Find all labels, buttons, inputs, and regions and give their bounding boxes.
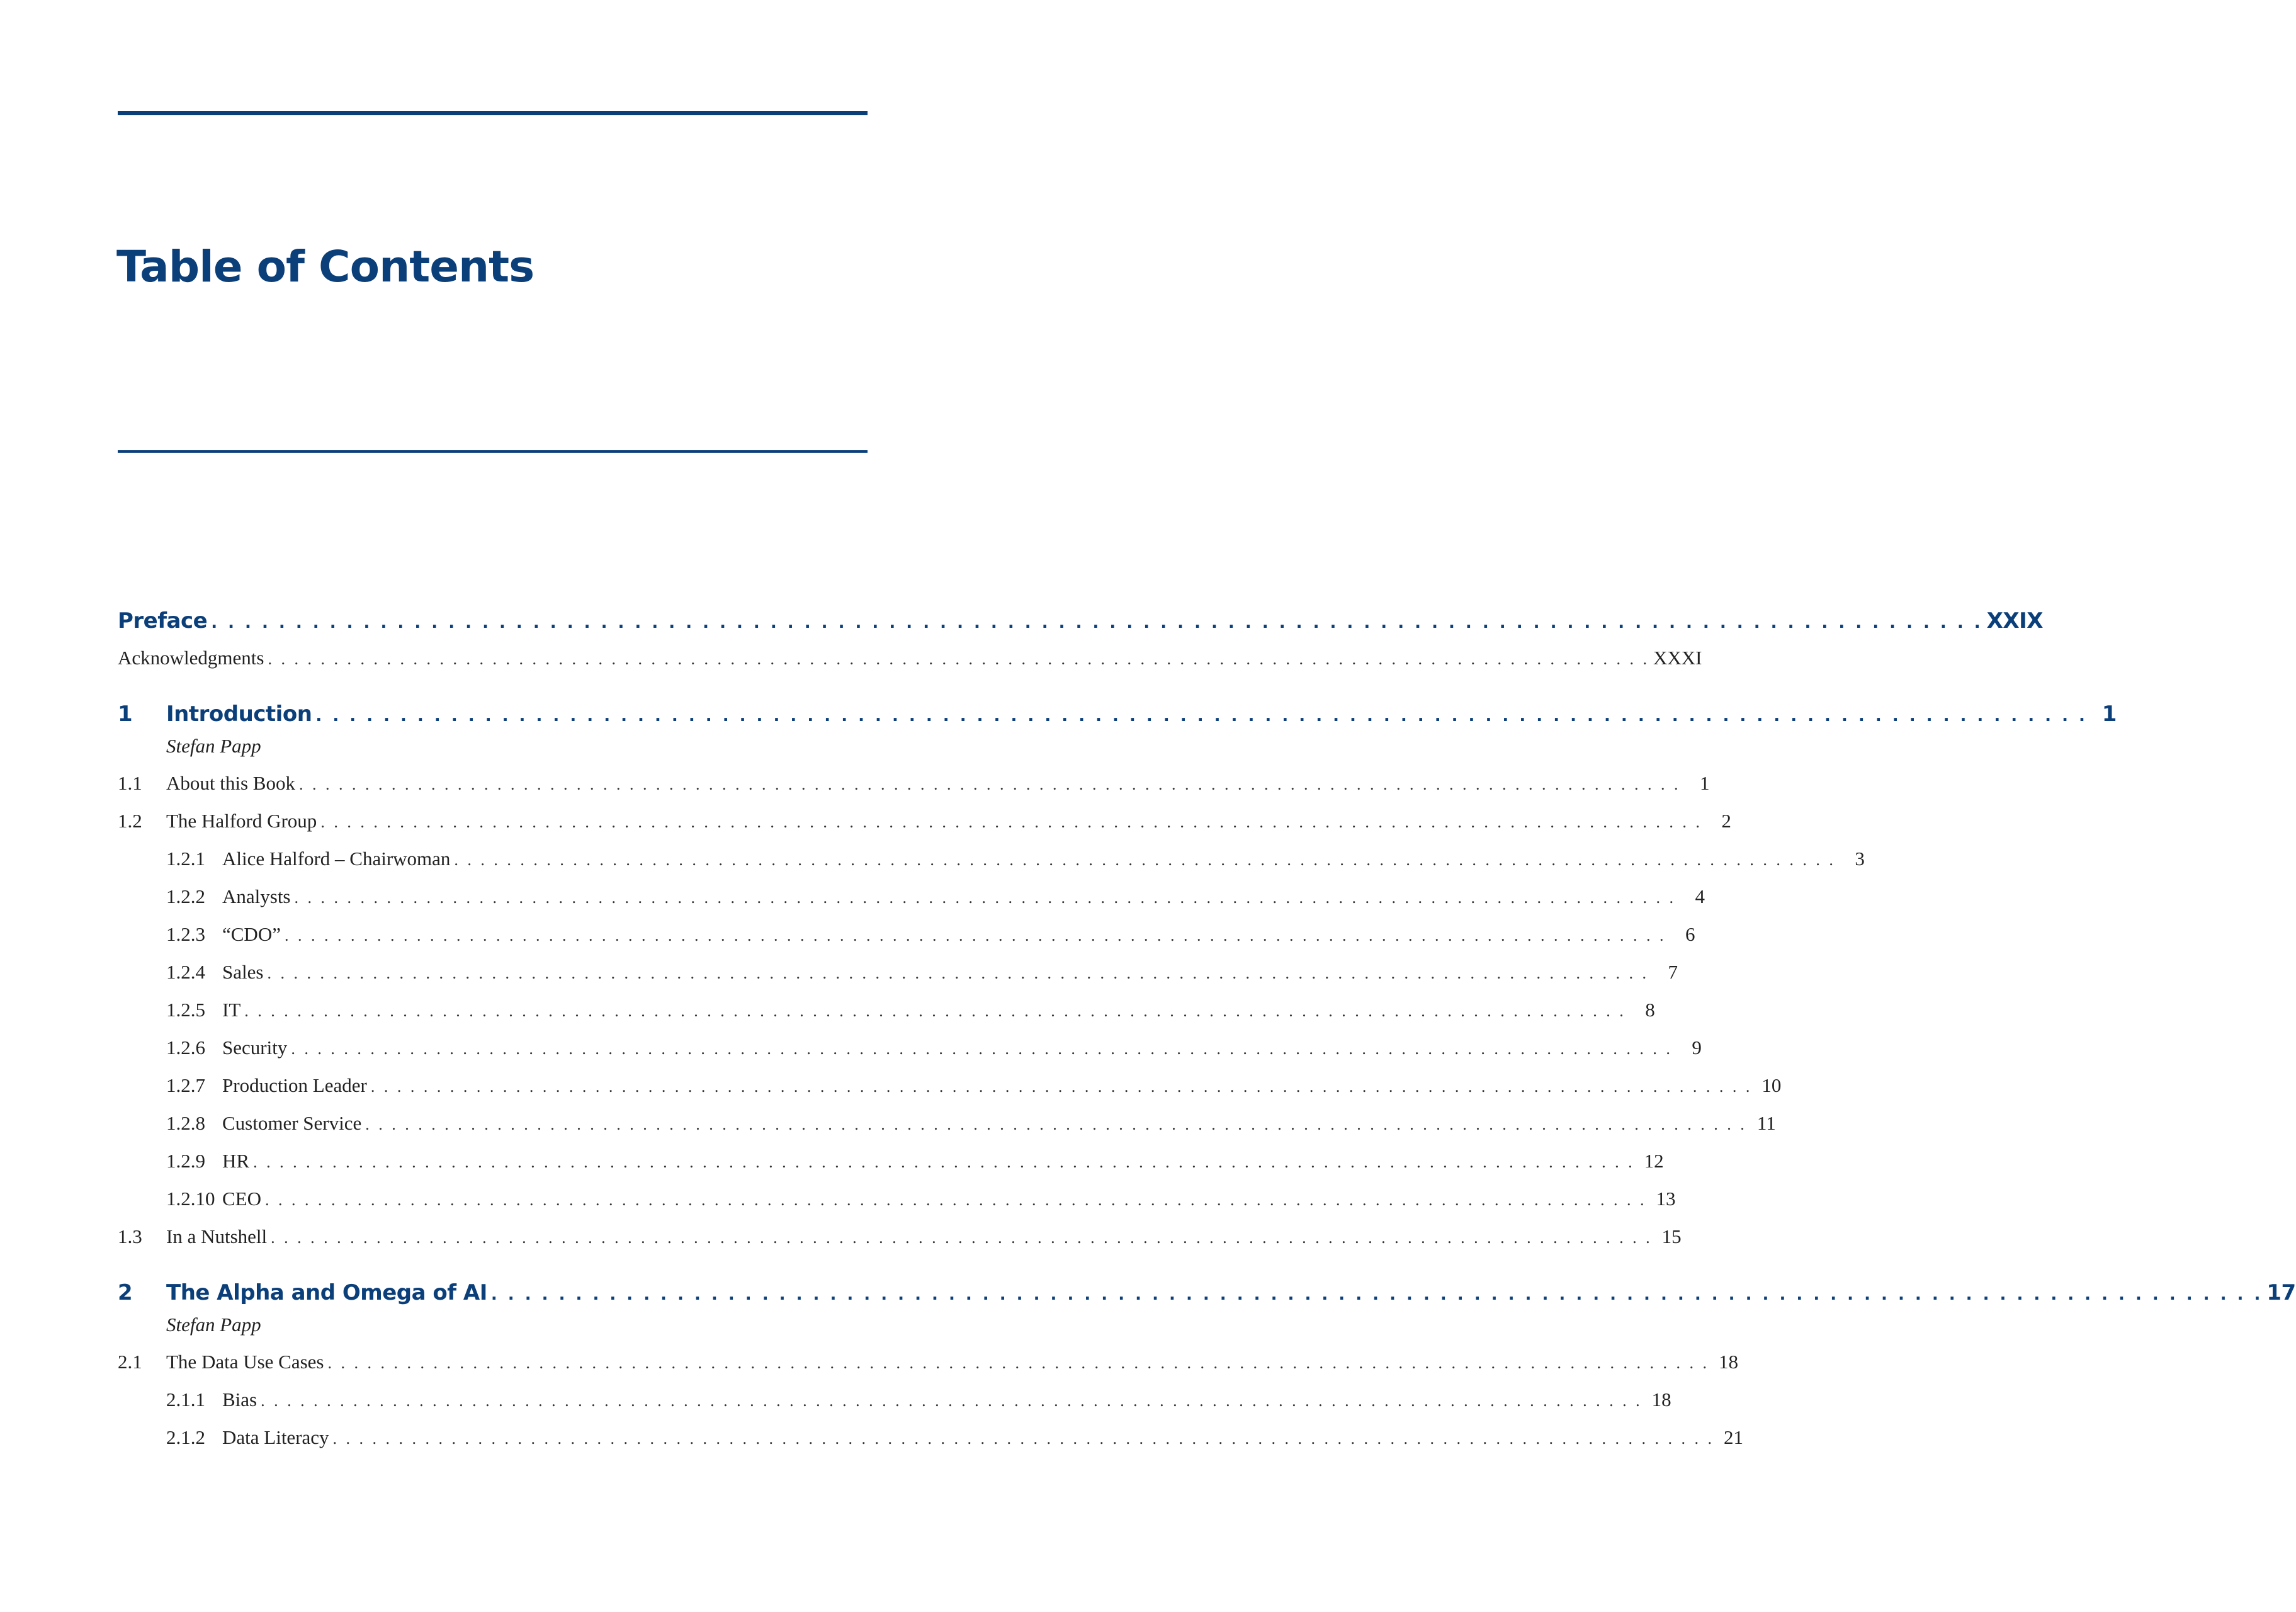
toc-subsection-1-2-1[interactable] — [166, 848, 1865, 875]
toc-subsection-1-2-5[interactable] — [166, 999, 1655, 1026]
toc-entry-label: Introduction — [166, 701, 312, 727]
dot-leader: . . . . . . . . . . . . . . . . . . . . . . . . . . . . . . . . . . . . . . . . . . . . . . . . . . . . . . . . . . . . . . . . . . . . . . . . . . . . . . . . . . . . . . . . . . . . . . . . . . . . . . . . . — [284, 926, 1666, 945]
chapter-author: Stefan Papp — [166, 1314, 261, 1336]
toc-entry-label: In a Nutshell — [166, 1225, 268, 1247]
toc-subsection-2-1-1[interactable] — [166, 1388, 1671, 1416]
toc-subsection-1-2-6[interactable] — [166, 1036, 1702, 1064]
toc-entry-label: Customer Service — [222, 1112, 362, 1134]
toc-entry-page: 8 — [1645, 999, 1655, 1021]
toc-subsection-1-2-9[interactable] — [166, 1150, 1664, 1178]
toc-entry-number: 1.2.7 — [166, 1074, 205, 1096]
toc-section-1-3[interactable] — [118, 1225, 1682, 1253]
toc-entry-number: 1.2.1 — [166, 848, 205, 870]
toc-entry-preface[interactable] — [118, 608, 2043, 636]
toc-entry-label: IT — [222, 999, 241, 1021]
toc-entry-label: Bias — [222, 1388, 257, 1410]
toc-entry-number: 1.2.8 — [166, 1112, 205, 1134]
toc-entry-label: Sales — [222, 961, 264, 983]
toc-entry-acknowledgments[interactable] — [118, 647, 1702, 674]
toc-entry-page: 18 — [1651, 1388, 1671, 1410]
toc-entry-page: 11 — [1756, 1112, 1776, 1134]
dot-leader: . . . . . . . . . . . . . . . . . . . . . . . . . . . . . . . . . . . . . . . . . . . . . . . . . . . . . . . . . . . . . . . . . . . . . . . . . . . . . . . . . . . . . . . . . . . . . . . . . . . . . . . . . — [320, 813, 1702, 831]
toc-entry-number: 1.2.2 — [166, 885, 205, 907]
toc-entry-page: 17 — [2266, 1280, 2296, 1305]
toc-entry-number: 1.2 — [118, 810, 142, 832]
toc-entry-page: XXIX — [1986, 608, 2043, 633]
dot-leader: . . . . . . . . . . . . . . . . . . . . . . . . . . . . . . . . . . . . . . . . . . . . . . . . . . . . . . . . . . . . . . . . . . . . . . . . . . . . . . . . . . . . . . . . . . . . . . . . . . . . . . . . . — [315, 707, 2088, 725]
dot-leader: . . . . . . . . . . . . . . . . . . . . . . . . . . . . . . . . . . . . . . . . . . . . . . . . . . . . . . . . . . . . . . . . . . . . . . . . . . . . . . . . . . . . . . . . . . . . . . . . . . . . . . . . . — [327, 1354, 1709, 1372]
dot-leader: . . . . . . . . . . . . . . . . . . . . . . . . . . . . . . . . . . . . . . . . . . . . . . . . . . . . . . . . . . . . . . . . . . . . . . . . . . . . . . . . . . . . . . . . . . . . . . . . . . . . . . . . . — [294, 888, 1676, 907]
toc-entry-page: 7 — [1668, 961, 1678, 983]
toc-entry-number: 1.2.3 — [166, 923, 205, 945]
toc-entry-label: The Halford Group — [166, 810, 317, 832]
dot-leader: . . . . . . . . . . . . . . . . . . . . . . . . . . . . . . . . . . . . . . . . . . . . . . . . . . . . . . . . . . . . . . . . . . . . . . . . . . . . . . . . . . . . . . . . . . . . . . . . . . . . . . . . . — [370, 1077, 1753, 1096]
dot-leader: . . . . . . . . . . . . . . . . . . . . . . . . . . . . . . . . . . . . . . . . . . . . . . . . . . . . . . . . . . . . . . . . . . . . . . . . . . . . . . . . . . . . . . . . . . . . . . . . . . . . . . . . . — [271, 1229, 1653, 1247]
dot-leader: . . . . . . . . . . . . . . . . . . . . . . . . . . . . . . . . . . . . . . . . . . . . . . . . . . . . . . . . . . . . . . . . . . . . . . . . . . . . . . . . . . . . . . . . . . . . . . . . . . . . . . . . . — [244, 1002, 1626, 1020]
toc-entry-page: 6 — [1685, 923, 1695, 945]
toc-entry-page: 4 — [1695, 885, 1705, 907]
toc-entry-label: Production Leader — [222, 1074, 367, 1096]
dot-leader: . . . . . . . . . . . . . . . . . . . . . . . . . . . . . . . . . . . . . . . . . . . . . . . . . . . . . . . . . . . . . . . . . . . . . . . . . . . . . . . . . . . . . . . . . . . . . . . . . . . . . . . . . — [268, 650, 1649, 668]
toc-entry-page: 13 — [1656, 1188, 1676, 1210]
title-rule — [118, 450, 868, 453]
dot-leader: . . . . . . . . . . . . . . . . . . . . . . . . . . . . . . . . . . . . . . . . . . . . . . . . . . . . . . . . . . . . . . . . . . . . . . . . . . . . . . . . . . . . . . . . . . . . . . . . . . . . . . . . . — [332, 1429, 1715, 1448]
toc-chapter-1[interactable] — [118, 701, 2117, 729]
toc-entry-number: 1.2.10 — [166, 1188, 215, 1210]
toc-entry-label: CEO — [222, 1188, 261, 1210]
toc-entry-label: The Alpha and Omega of AI — [166, 1280, 487, 1305]
toc-subsection-1-2-4[interactable] — [166, 961, 1678, 989]
toc-entry-label: Preface — [118, 608, 208, 633]
dot-leader: . . . . . . . . . . . . . . . . . . . . . . . . . . . . . . . . . . . . . . . . . . . . . . . . . . . . . . . . . . . . . . . . . . . . . . . . . . . . . . . . . . . . . . . . . . . . . . . . . . . . . . . . . — [267, 964, 1649, 982]
toc-section-2-1[interactable] — [118, 1351, 1738, 1378]
toc-entry-number: 2.1.2 — [166, 1426, 205, 1448]
toc-entry-page: 15 — [1661, 1225, 1682, 1247]
toc-entry-page: 3 — [1855, 848, 1865, 870]
toc-subsection-1-2-3[interactable] — [166, 923, 1695, 951]
toc-section-1-2[interactable] — [118, 810, 1731, 837]
toc-entry-page: 1 — [1699, 772, 1710, 794]
top-rule — [118, 111, 868, 115]
toc-entry-number: 2 — [118, 1280, 133, 1305]
dot-leader: . . . . . . . . . . . . . . . . . . . . . . . . . . . . . . . . . . . . . . . . . . . . . . . . . . . . . . . . . . . . . . . . . . . . . . . . . . . . . . . . . . . . . . . . . . . . . . . . . . . . . . . . . — [265, 1191, 1647, 1209]
toc-entry-page: 9 — [1692, 1036, 1702, 1059]
dot-leader: . . . . . . . . . . . . . . . . . . . . . . . . . . . . . . . . . . . . . . . . . . . . . . . . . . . . . . . . . . . . . . . . . . . . . . . . . . . . . . . . . . . . . . . . . . . . . . . . . . . . . . . . . — [253, 1153, 1635, 1171]
dot-leader: . . . . . . . . . . . . . . . . . . . . . . . . . . . . . . . . . . . . . . . . . . . . . . . . . . . . . . . . . . . . . . . . . . . . . . . . . . . . . . . . . . . . . . . . . . . . . . . . . . . . . . . . . — [211, 613, 1983, 632]
toc-entry-page: XXXI — [1653, 647, 1702, 669]
dot-leader: . . . . . . . . . . . . . . . . . . . . . . . . . . . . . . . . . . . . . . . . . . . . . . . . . . . . . . . . . . . . . . . . . . . . . . . . . . . . . . . . . . . . . . . . . . . . . . . . . . . . . . . . . — [454, 851, 1836, 869]
toc-entry-label: “CDO” — [222, 923, 281, 945]
toc-entry-number: 1.2.5 — [166, 999, 205, 1021]
toc-entry-label: About this Book — [166, 772, 295, 794]
toc-entry-number: 1 — [118, 701, 133, 727]
toc-subsection-1-2-7[interactable] — [166, 1074, 1782, 1102]
toc-entry-number: 2.1.1 — [166, 1388, 205, 1410]
toc-entry-number: 1.1 — [118, 772, 142, 794]
toc-entry-page: 1 — [2101, 701, 2117, 727]
dot-leader: . . . . . . . . . . . . . . . . . . . . . . . . . . . . . . . . . . . . . . . . . . . . . . . . . . . . . . . . . . . . . . . . . . . . . . . . . . . . . . . . . . . . . . . . . . . . . . . . . . . . . . . . . — [298, 775, 1681, 793]
dot-leader: . . . . . . . . . . . . . . . . . . . . . . . . . . . . . . . . . . . . . . . . . . . . . . . . . . . . . . . . . . . . . . . . . . . . . . . . . . . . . . . . . . . . . . . . . . . . . . . . . . . . . . . . . — [365, 1115, 1747, 1133]
toc-entry-label: Security — [222, 1036, 288, 1059]
toc-entry-page: 2 — [1721, 810, 1731, 832]
toc-entry-label: Data Literacy — [222, 1426, 329, 1448]
toc-subsection-1-2-2[interactable] — [166, 885, 1705, 913]
toc-entry-page: 21 — [1724, 1426, 1744, 1448]
toc-entry-label: HR — [222, 1150, 250, 1172]
toc-entry-number: 1.2.4 — [166, 961, 205, 983]
toc-entry-page: 12 — [1644, 1150, 1664, 1172]
toc-entry-number: 1.3 — [118, 1225, 142, 1247]
chapter-author: Stefan Papp — [166, 735, 261, 757]
dot-leader: . . . . . . . . . . . . . . . . . . . . . . . . . . . . . . . . . . . . . . . . . . . . . . . . . . . . . . . . . . . . . . . . . . . . . . . . . . . . . . . . . . . . . . . . . . . . . . . . . . . . . . . . . — [291, 1040, 1673, 1058]
dot-leader: . . . . . . . . . . . . . . . . . . . . . . . . . . . . . . . . . . . . . . . . . . . . . . . . . . . . . . . . . . . . . . . . . . . . . . . . . . . . . . . . . . . . . . . . . . . . . . . . . . . . . . . . . — [261, 1392, 1643, 1410]
toc-entry-label: The Data Use Cases — [166, 1351, 324, 1373]
toc-entry-number: 1.2.9 — [166, 1150, 205, 1172]
toc-entry-page: 10 — [1762, 1074, 1782, 1096]
toc-entry-label: Analysts — [222, 885, 291, 907]
toc-subsection-1-2-10[interactable] — [166, 1188, 1676, 1215]
toc-subsection-2-1-2[interactable] — [166, 1426, 1744, 1454]
toc-entry-label: Acknowledgments — [118, 647, 264, 669]
toc-entry-label: Alice Halford – Chairwoman — [222, 848, 451, 870]
page-title: Table of Contents — [116, 242, 534, 292]
toc-section-1-1[interactable] — [118, 772, 1710, 800]
toc-entry-page: 18 — [1719, 1351, 1738, 1373]
toc-subsection-1-2-8[interactable] — [166, 1112, 1776, 1140]
toc-entry-number: 1.2.6 — [166, 1036, 205, 1059]
toc-entry-number: 2.1 — [118, 1351, 142, 1373]
toc-chapter-2[interactable] — [118, 1280, 2296, 1308]
dot-leader: . . . . . . . . . . . . . . . . . . . . . . . . . . . . . . . . . . . . . . . . . . . . . . . . . . . . . . . . . . . . . . . . . . . . . . . . . . . . . . . . . . . . . . . . . . . . . . . . . . . . . . . . . — [490, 1285, 2263, 1304]
